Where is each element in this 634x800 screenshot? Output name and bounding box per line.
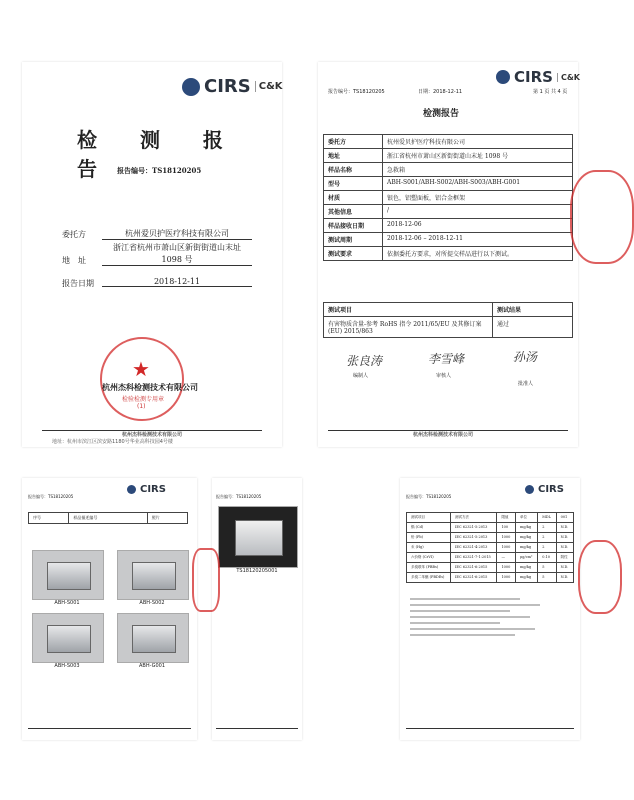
page3-report-no: 报告编号：TS18120205 xyxy=(28,494,74,499)
table-row: 六价铬 (CrVI) IEC 62321-7-1:2015 — μg/cm² 0.10 阴性 xyxy=(407,553,574,563)
photo-caption-3: ABH-S003 xyxy=(54,663,80,669)
cirs-seal-icon xyxy=(127,485,136,494)
sample-closeup-photo xyxy=(218,506,298,568)
notes-line xyxy=(410,634,515,636)
footer-company: 杭州杰科检测技术有限公司 xyxy=(122,432,183,438)
signature-1: 张良涛 xyxy=(346,354,383,368)
cirs-seal-icon xyxy=(525,485,534,494)
footer-divider xyxy=(406,728,574,729)
table-row: 样品接收日期 2018-12-06 xyxy=(324,219,573,233)
report-number: 报告编号：TS18120205 xyxy=(117,166,202,175)
footer-company: 杭州杰科检测技术有限公司 xyxy=(413,432,474,438)
signature-2: 李雪峰 xyxy=(428,352,465,366)
table-row: 样品名称 急救箱 xyxy=(324,163,573,177)
edge-seal-left xyxy=(192,548,220,612)
table-row: 多溴联苯 (PBBs) IEC 62321-6:2015 1000 mg/kg 5 N.D. xyxy=(407,563,574,573)
table-row: 材质 银色，铝塑面板，铝合金框架 xyxy=(324,191,573,205)
cover-title: 检 测 报 告 xyxy=(77,128,241,181)
cirs-logo xyxy=(496,68,580,86)
address-label: 地 址 xyxy=(62,256,86,265)
signer-role-3: 批准人 xyxy=(518,381,534,387)
cirs-logo xyxy=(127,484,166,495)
sample-photo-4 xyxy=(117,613,189,663)
photo-caption-2: ABH-S002 xyxy=(139,600,165,606)
footer-divider xyxy=(28,728,191,729)
summary-table xyxy=(323,134,573,261)
signature-3: 孙汤 xyxy=(513,350,538,364)
notes-line xyxy=(410,598,520,600)
table-row: 型号 ABH-S001/ABH-S002/ABH-S003/ABH-G001 xyxy=(324,177,573,191)
notes-line xyxy=(410,616,530,618)
table-row: 委托方 杭州爱贝护医疗科技有限公司 xyxy=(324,135,573,149)
sample-photo-3 xyxy=(32,613,104,663)
table-row: 铅 (Pb) IEC 62321-5:2013 1000 mg/kg 2 N.D. xyxy=(407,533,574,543)
notes-line xyxy=(410,622,500,624)
brand-name: CIRS xyxy=(140,484,166,495)
report-cover-page xyxy=(22,62,282,447)
notes-line xyxy=(410,628,535,630)
summary-page-no: 第 1 页 共 4 页 xyxy=(533,89,568,95)
brand-name: CIRS xyxy=(514,68,553,86)
summary-report-no: 报告编号：TS18120205 xyxy=(328,89,385,95)
table-row: 汞 (Hg) IEC 62321-4:2013 1000 mg/kg 2 N.D. xyxy=(407,543,574,553)
sample-photo-page xyxy=(22,478,197,740)
date-value: 2018-12-11 xyxy=(102,277,252,287)
table-row: 其他信息 / xyxy=(324,205,573,219)
seal-star-icon: ★ xyxy=(132,357,150,381)
page4-report-no: 报告编号：TS18120205 xyxy=(216,494,262,499)
cirs-seal-icon xyxy=(496,70,510,84)
notes-line xyxy=(410,604,540,606)
client-label: 委托方 xyxy=(62,230,86,239)
table-row: 有害物质含量-参考 RoHS 指令 2011/65/EU 及其修订案 (EU) 2015/863 通过 xyxy=(324,317,573,338)
table-row: 测试周期 2018-12-06 – 2018-12-11 xyxy=(324,233,573,247)
photo-caption-1: ABH-S001 xyxy=(54,600,80,606)
table-header-row: 测试项目 测试结果 xyxy=(324,303,573,317)
summary-title: 检测报告 xyxy=(423,109,460,119)
brand-sub: C&K xyxy=(557,73,580,82)
notes-line xyxy=(410,610,510,612)
brand-sub: C&K xyxy=(255,81,283,92)
sample-photo-1 xyxy=(32,550,104,600)
table-row: 测试要求 依据委托方要求，对所提交样品进行以下测试。 xyxy=(324,247,573,261)
seal-num: (1) xyxy=(137,403,146,410)
cirs-seal-icon xyxy=(182,78,200,96)
footer-divider xyxy=(42,430,262,431)
brand-name: CIRS xyxy=(204,76,251,97)
footer-divider xyxy=(328,430,568,431)
cirs-logo xyxy=(182,76,283,97)
sample-photo-2 xyxy=(117,550,189,600)
summary-date: 日期：2018-12-11 xyxy=(418,89,463,95)
footer-address: 地址：杭州市滨江区滨安路1180号华业高科技园4号楼 xyxy=(52,439,173,445)
test-results-page xyxy=(400,478,580,740)
date-label: 报告日期 xyxy=(62,279,94,288)
table-header-row: 序号 样品描述编号 照片 xyxy=(29,513,188,524)
photo-caption-4: ABH-G001 xyxy=(138,663,165,669)
edge-seal-right xyxy=(570,170,634,264)
edge-seal-results xyxy=(578,540,622,614)
signer-role-1: 编制人 xyxy=(353,373,369,379)
footer-divider xyxy=(216,728,298,729)
cirs-logo xyxy=(525,484,564,495)
address-value-1: 浙江省杭州市萧山区新街街道山末址 xyxy=(113,243,241,252)
page5-report-no: 报告编号：TS18120205 xyxy=(406,494,452,499)
report-summary-page xyxy=(318,62,578,447)
seal-company-text: 杭州杰科检测技术有限公司 xyxy=(102,382,198,392)
brand-name: CIRS xyxy=(538,484,564,495)
sample-table xyxy=(28,512,188,524)
sample-closeup-page xyxy=(212,478,302,740)
client-value: 杭州爱贝护医疗科技有限公司 xyxy=(102,228,252,240)
table-header-row: 测试项目 测试方法 限值 单位 MDL 001 xyxy=(407,513,574,523)
table-row: 地址 浙江省杭州市萧山区新街街道山末址 1098 号 xyxy=(324,149,573,163)
table-row: 多溴二苯醚 (PBDEs) IEC 62321-6:2015 1000 mg/kg 5 N.D. xyxy=(407,573,574,583)
test-result-table xyxy=(323,302,573,338)
results-table xyxy=(406,512,574,583)
signer-role-2: 审核人 xyxy=(436,373,452,379)
address-value-2: 1098 号 xyxy=(102,254,252,266)
seal-sub-text: 检验检测专用章 xyxy=(122,396,165,403)
table-row: 镉 (Cd) IEC 62321-5:2013 100 mg/kg 2 N.D. xyxy=(407,523,574,533)
closeup-caption: TS18120205001 xyxy=(236,568,278,574)
